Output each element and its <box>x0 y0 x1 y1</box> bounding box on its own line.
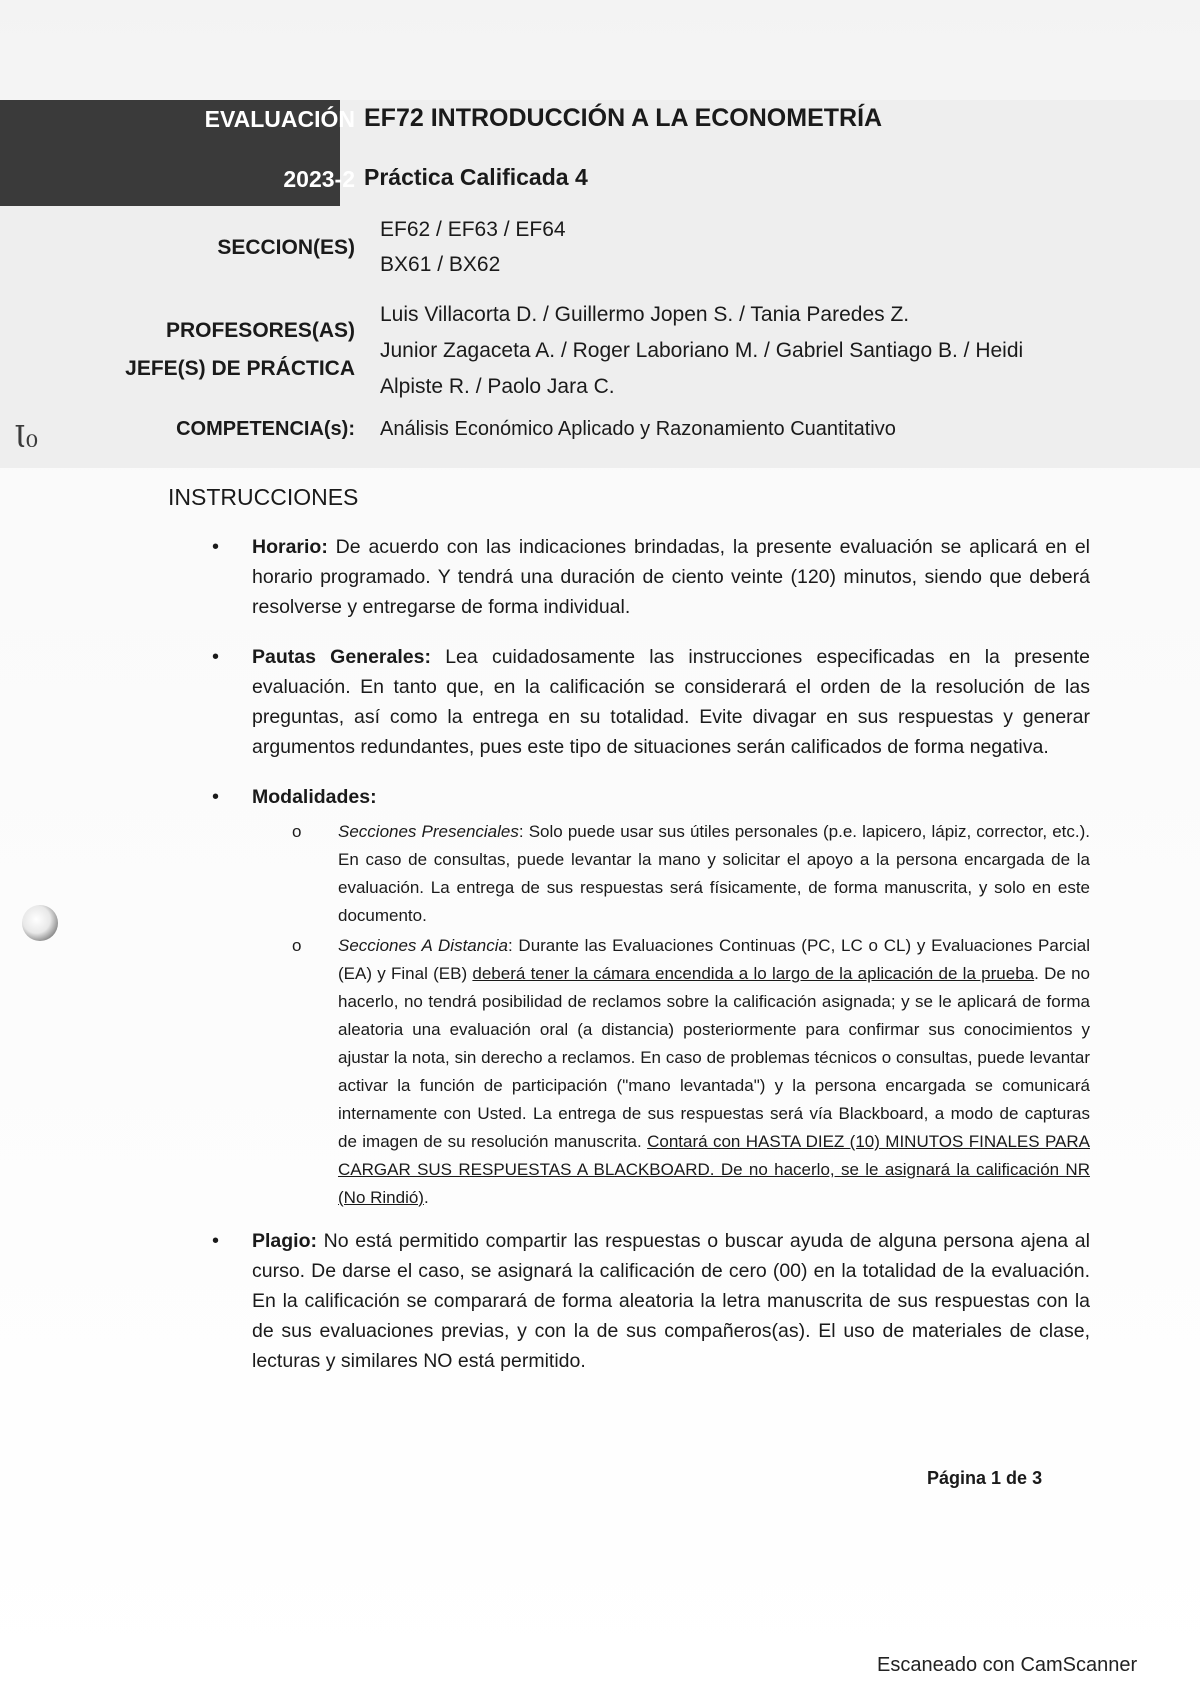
sub-bullet-icon: o <box>292 936 302 955</box>
professors-line-3: Alpiste R. / Paolo Jara C. <box>380 375 615 398</box>
period-label: 2023-2 <box>283 166 355 192</box>
punch-hole-icon <box>22 905 58 941</box>
distancia-underline-2: Contará con HASTA DIEZ (10) MINUTOS FINALES PARA CARGAR SUS RESPUESTAS A BLACKBOARD. De no hacerlo, se le asignará la calificación NR (No Rindió) <box>338 1132 1090 1207</box>
professors-label-line-1: PROFESORES(AS) <box>165 319 355 342</box>
competencia-value: Análisis Económico Aplicado y Razonamiento Cuantitativo <box>380 418 896 440</box>
presenciales-text: : Solo puede usar sus útiles personales (p.e. lapicero, lápiz, corrector, etc.). En caso de consultas, puede levantar la mano y solicitar el apoyo a la persona encargada de la evaluación. La entrega de sus respuestas será físicamente, de forma manuscrita, y solo en este documento. <box>338 822 1091 925</box>
sub-item-distancia <box>290 932 1090 1212</box>
list-item-plagio <box>200 1226 1090 1376</box>
list-item-pautas <box>200 642 1090 762</box>
horario-text: De acuerdo con las indicaciones brindadas, la presente evaluación se aplicará en el horario programado. Y tendrá una duración de ciento veinte (120) minutos, siendo que deberá resolverse y entregarse de forma individual. <box>252 536 1090 618</box>
professors-label <box>125 312 355 388</box>
sub-item-presenciales <box>290 818 1090 930</box>
list-item-modalidades <box>200 782 1090 1212</box>
evaluation-label: EVALUACIÓN <box>204 106 355 132</box>
modalidades-title: Modalidades: <box>252 786 377 808</box>
sections-line-2: BX61 / BX62 <box>380 253 501 276</box>
professors-line-1: Luis Villacorta D. / Guillermo Jopen S. / Tania Paredes Z. <box>380 303 910 326</box>
sections-line-1: EF62 / EF63 / EF64 <box>380 218 566 241</box>
professors-list <box>380 297 1080 405</box>
instructions-title: INSTRUCCIONES <box>168 484 359 510</box>
page-total: 3 <box>1032 1468 1043 1488</box>
course-title: EF72 INTRODUCCIÓN A LA ECONOMETRÍA <box>364 104 883 132</box>
plagio-text: No está permitido compartir las respuestas o buscar ayuda de alguna persona ajena al curso. De darse el caso, se asignará la calificación de cero (00) en la totalidad de la evaluación. En la calificación se comparará de forma aleatoria la letra manuscrita de sus respuestas con la de sus evaluaciones previas, y con la de sus compañeros(as). El uso de materiales de clase, lecturas y similares NO está permitido. <box>252 1230 1090 1372</box>
competencia-label: COMPETENCIA(s): <box>176 418 355 440</box>
plagio-title: Plagio: <box>252 1230 318 1252</box>
list-item-horario <box>200 532 1090 622</box>
distancia-text-1: : Durante las Evaluaciones Continuas (PC, LC o CL) y Evaluaciones Parcial (EA) y Final (EB) <box>338 936 1090 983</box>
distancia-title: Secciones A Distancia <box>338 936 508 955</box>
professors-line-2: Junior Zagaceta A. / Roger Laboriano M. / Gabriel Santiago B. / Heidi <box>380 339 1024 362</box>
bullet-icon: • <box>212 536 220 558</box>
professors-label-line-2: JEFE(S) DE PRÁCTICA <box>125 357 355 380</box>
distancia-text-2: . De no hacerlo, no tendrá posibilidad de reclamos sobre la calificación asignada; y se le aplicará de forma aleatoria una evaluación oral (a distancia) posteriormente para confirmar sus conocimientos y ajustar la nota, sin derecho a reclamos. En caso de problemas técnicos o consultas, puede levantar activar la función de participación ("mano levantada") y la persona encargada se comunicará internamente con Usted. La entrega de sus respuestas será vía Blackboard, a modo de capturas de imagen de su resolución manuscrita. <box>338 964 1090 1151</box>
scanner-watermark: Escaneado con CamScanner <box>877 1654 1138 1676</box>
page-mid: de <box>1001 1468 1033 1488</box>
bullet-icon: • <box>212 786 220 808</box>
sections-label: SECCION(ES) <box>217 236 355 259</box>
sub-bullet-icon: o <box>292 822 302 841</box>
presenciales-title: Secciones Presenciales <box>338 822 519 841</box>
pautas-text: Lea cuidadosamente las instrucciones especificadas en la presente evaluación. En tanto que, en la calificación se considerará el orden de la resolución de las preguntas, así como la entrega en su totalidad. Evite divagar en sus respuestas y generar argumentos redundantes, pues este tipo de situaciones serán calificados de forma negativa. <box>252 646 1091 758</box>
horario-title: Horario: <box>252 536 328 558</box>
distancia-underline-1: deberá tener la cámara encendida a lo largo de la aplicación de la prueba <box>472 964 1035 983</box>
pautas-title: Pautas Generales: <box>252 646 431 668</box>
page-prefix: Página <box>927 1468 992 1488</box>
modalidades-sublist <box>290 818 1090 1212</box>
instructions-list <box>200 532 1090 1396</box>
distancia-end: . <box>423 1188 429 1207</box>
page-current: 1 <box>991 1468 1002 1488</box>
bullet-icon: • <box>212 646 220 668</box>
handwritten-ink-mark: Ɩ₀ <box>14 420 38 455</box>
exam-title: Práctica Calificada 4 <box>364 164 588 190</box>
page-number <box>927 1468 1042 1489</box>
bullet-icon: • <box>212 1230 220 1252</box>
